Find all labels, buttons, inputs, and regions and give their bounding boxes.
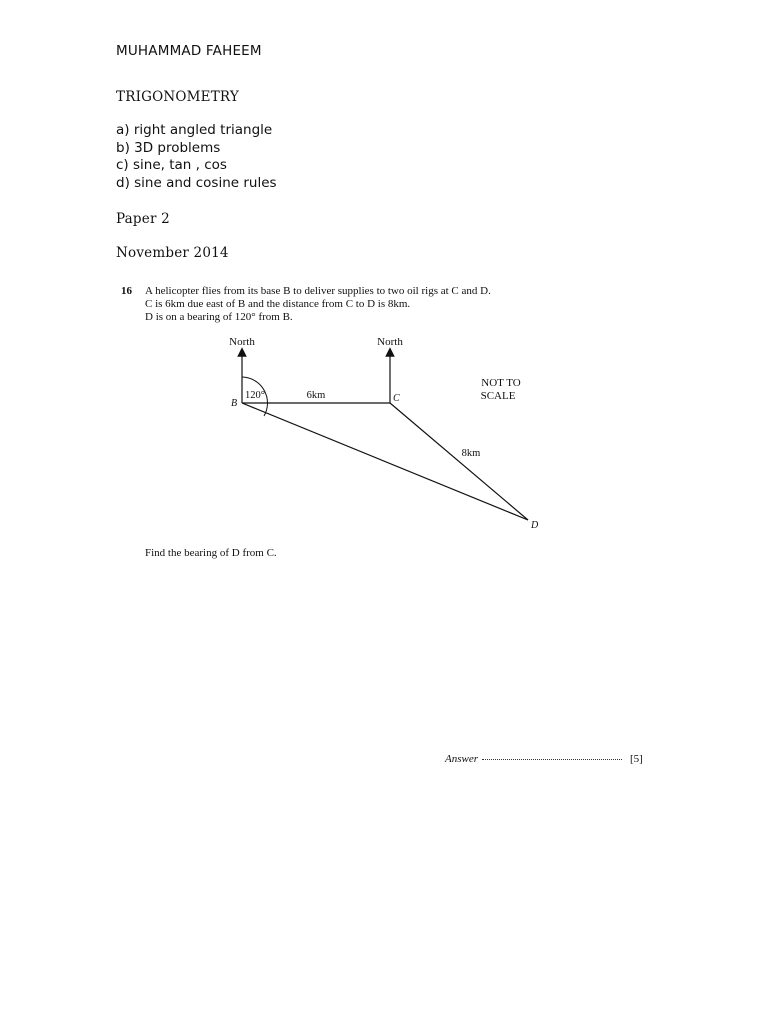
not-to-scale-line-2: SCALE <box>480 390 516 402</box>
angle-label: 120° <box>245 390 265 401</box>
point-b-label: B <box>231 398 238 409</box>
topic-item: c) sine, tan , cos <box>116 157 227 174</box>
session-label: November 2014 <box>116 245 229 261</box>
paper-label: Paper 2 <box>116 211 170 227</box>
topic-item: b) 3D problems <box>116 139 221 156</box>
topic-item: a) right angled triangle <box>116 122 273 138</box>
topic-item: d) sine and cosine rules <box>116 175 277 192</box>
question-prompt: Find the bearing of D from C. <box>145 547 277 559</box>
not-to-scale-line-1: NOT TO <box>481 377 521 389</box>
answer-line <box>445 753 643 765</box>
question-line-3: D is on a bearing of 120° from B. <box>145 311 293 323</box>
marks-label: [5] <box>630 753 643 765</box>
answer-blank[interactable] <box>482 759 622 760</box>
north-label-b: North <box>229 336 255 348</box>
point-c-label: C <box>393 393 400 404</box>
question-line-1: A helicopter flies from its base B to deliver supplies to two oil rigs at C and D. <box>145 285 491 297</box>
author-name: MUHAMMAD FAHEEM <box>116 43 262 59</box>
point-d-label: D <box>531 520 539 531</box>
bc-length-label: 6km <box>306 390 326 401</box>
answer-label: Answer <box>445 753 478 765</box>
question-number: 16 <box>121 285 132 297</box>
subject-title: TRIGONOMETRY <box>116 89 239 105</box>
cd-length-label: 8km <box>461 448 481 459</box>
question-line-2: C is 6km due east of B and the distance from C to D is 8km. <box>145 298 411 310</box>
line-cd <box>390 403 528 520</box>
north-label-c: North <box>377 336 403 348</box>
line-bd <box>242 403 528 520</box>
